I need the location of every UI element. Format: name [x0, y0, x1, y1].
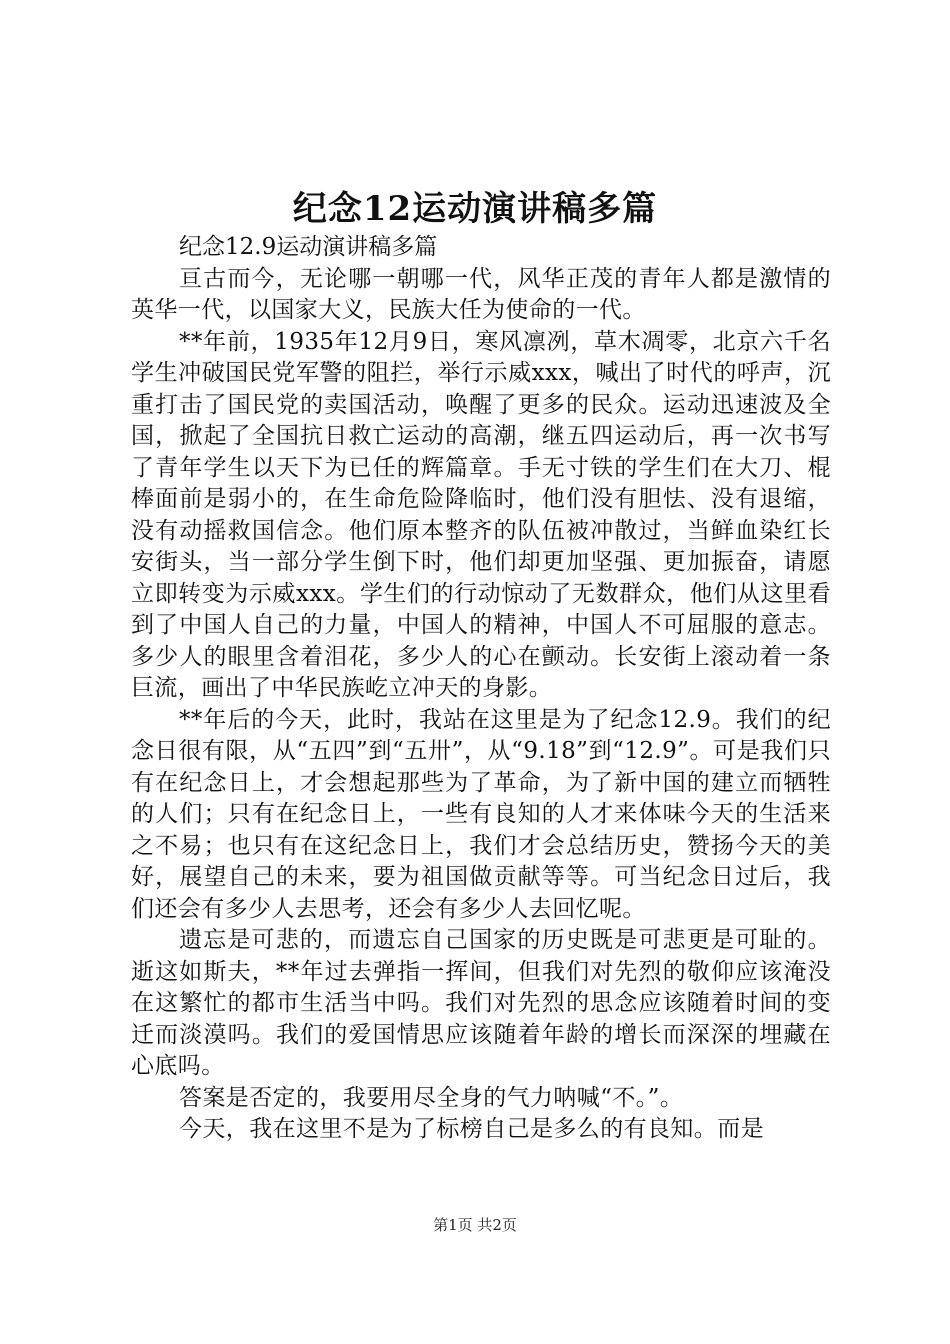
paragraph-1: 亘古而今，无论哪一朝哪一代，风华正茂的青年人都是激情的英华一代，以国家大义，民族大任为使命的一代。: [131, 265, 831, 323]
paragraph-6: 今天，我在这里不是为了标榜自己是多么的有良知。而是: [179, 1116, 764, 1142]
paragraph-2: **年前，1935年12月9日，寒风凛冽，草木凋零，北京六千名学生冲破国民党军警的阻拦，举行示威xxx，喊出了时代的呼声，沉重打击了国民党的卖国活动，唤醒了更多的民众。运动迅速波及全国，掀起了全国抗日救亡运动的高潮，继五四运动后，再一次书写了青年学生以天下为已任的辉篇章。手无寸铁的学生们在大刀、棍棒面前是弱小的，在生命危险降临时，他们没有胆怯、没有退缩，没有动摇救国信念。他们原本整齐的队伍被冲散过，当鲜血染红长安街头，当一部分学生倒下时，他们却更加坚强、更加振奋，请愿立即转变为示威xxx。学生们的行动惊动了无数群众，他们从这里看到了中国人自己的力量，中国人的精神，中国人不可屈服的意志。多少人的眼里含着泪花，多少人的心在颤动。长安街上滚动着一条巨流，画出了中华民族屹立冲天的身影。: [131, 328, 831, 701]
paragraph-5: 答案是否定的，我要用尽全身的气力呐喊“不。”。: [179, 1084, 684, 1111]
page-footer: 第1页 共2页: [433, 1216, 517, 1234]
document-title: 纪念12运动演讲稿多篇: [292, 189, 658, 229]
paragraph-4: 遗忘是可悲的，而遗忘自己国家的历史既是可悲更是可耻的。逝这如斯夫，**年过去弹指一挥间，但我们对先烈的敬仰应该淹没在这繁忙的都市生活当中吗。我们对先烈的思念应该随着时间的变迁而淡漠吗。我们的爱国情思应该随着年龄的增长而深深的埋藏在心底吗。: [131, 927, 831, 1079]
document-subtitle: 纪念12.9运动演讲稿多篇: [179, 234, 438, 260]
document-body: [131, 232, 831, 1146]
paragraph-3: **年后的今天，此时，我站在这里是为了纪念12.9。我们的纪念日很有限，从“五四”到“五卅”，从“9.18”到“12.9”。可是我们只有在纪念日上，才会想起那些为了革命，为了新中国的建立而牺牲的人们；只有在纪念日上，一些有良知的人才来体味今天的生活来之不易；也只有在这纪念日上，我们才会总结历史，赞扬今天的美好，展望自己的未来，要为祖国做贡献等等。可当纪念日过后，我们还会有多少人去思考，还会有多少人去回忆呢。: [131, 706, 831, 922]
